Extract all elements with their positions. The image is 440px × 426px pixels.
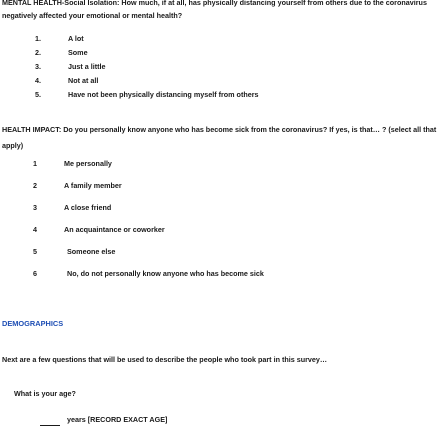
option-number: 1 [33,159,37,168]
mental-health-question-text: How much, if at all, has physically distancing yourself from others due to the coronavirus negatively affected your emotional or mental health? [2,0,427,20]
demographics-intro: Next are a few questions that will be used to describe the people who took part in this survey… [2,355,328,364]
mental-health-question [2,0,438,22]
health-impact-option-family: A family member [64,181,122,190]
health-impact-option-someone-else: Someone else [67,247,116,256]
age-question: What is your age? [14,389,76,398]
mental-health-option-just-a-little: Just a little [68,62,106,71]
option-number: 2 [33,181,37,190]
age-instruction: years [RECORD EXACT AGE] [67,415,168,424]
option-number: 4 [33,225,37,234]
option-number: 5 [33,247,37,256]
health-impact-option-friend: A close friend [64,203,112,212]
option-number: 1. [35,34,41,43]
option-number: 3. [35,62,41,71]
health-impact-question-text: Do you personally know anyone who has become sick from the coronavirus? If yes, is that… ? (select all that apply) [2,125,437,150]
demographics-heading: DEMOGRAPHICS [2,319,64,328]
option-number: 2. [35,48,41,57]
health-impact-question [2,122,438,154]
option-number: 4. [35,76,41,85]
mental-health-option-some: Some [68,48,88,57]
mental-health-option-not-distancing: Have not been physically distancing myself from others [68,90,259,99]
health-impact-option-acquaintance: An acquaintance or coworker [64,225,165,234]
mental-health-option-a-lot: A lot [68,34,84,43]
option-number: 3 [33,203,37,212]
option-number: 6 [33,269,37,278]
health-impact-option-none: No, do not personally know anyone who has become sick [67,269,264,278]
mental-health-label: MENTAL HEALTH-Social Isolation: [2,0,120,7]
health-impact-option-me: Me personally [64,159,112,168]
mental-health-option-not-at-all: Not at all [68,76,99,85]
option-number: 5. [35,90,41,99]
health-impact-label: HEALTH IMPACT: [2,125,62,134]
